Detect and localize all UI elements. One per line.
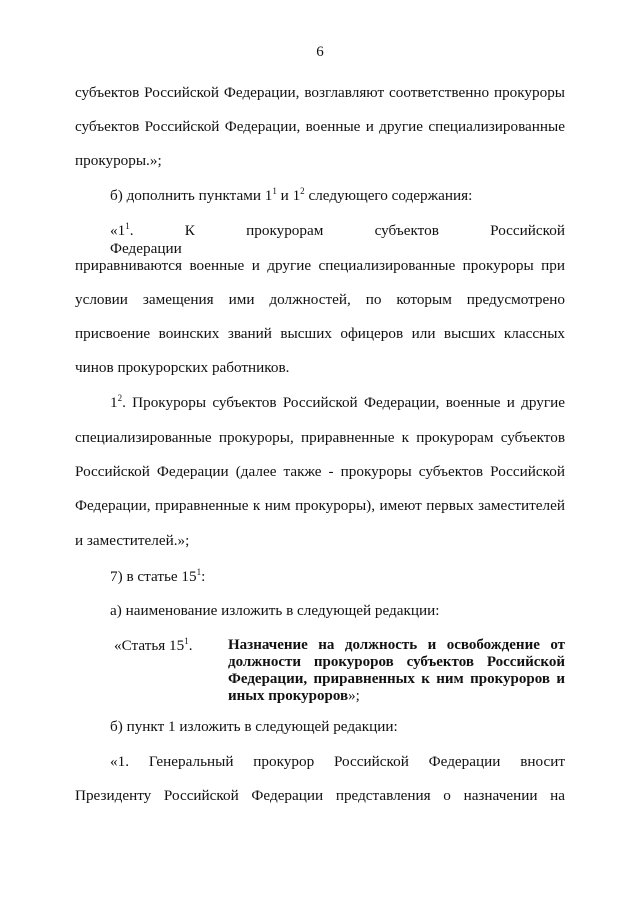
text-line <box>110 187 565 205</box>
text-line: условии замещения ими должностей, по которым предусмотрено <box>75 291 565 308</box>
text-fragment: . К прокурорам субъектов Российской Федерации <box>110 222 565 257</box>
article-title <box>228 637 565 705</box>
article-label <box>114 637 193 654</box>
text-line: Президенту Российской Федерации представления о назначении на <box>75 787 565 804</box>
text-line: субъектов Российской Федерации, возглавляют соответственно прокуроры <box>75 84 565 101</box>
text-line: Российской Федерации (далее также - прокуроры субъектов Российской <box>75 463 565 480</box>
text-line: прокуроры.»; <box>75 152 162 169</box>
text-line <box>110 222 565 258</box>
text-fragment: : <box>201 568 206 585</box>
text-line <box>110 394 565 412</box>
text-fragment: иных прокуроров <box>228 688 349 704</box>
text-fragment: следующего содержания: <box>304 187 473 204</box>
text-fragment: »; <box>348 688 360 704</box>
text-line: и заместителей.»; <box>75 532 190 549</box>
text-line: специализированные прокуроры, приравненные к прокурорам субъектов <box>75 429 565 446</box>
superscript: 1 <box>196 567 202 577</box>
text-fragment: б) дополнить пунктами 1 <box>110 187 273 204</box>
superscript: 1 <box>272 186 277 196</box>
text-fragment: 7) в статье 15 <box>110 568 197 585</box>
text-line <box>110 568 565 586</box>
superscript: 1 <box>184 636 189 646</box>
text-fragment: . Прокуроры субъектов Российской Федерации, военные и другие <box>122 394 565 411</box>
text-fragment: . <box>188 637 193 654</box>
title-line <box>228 688 565 705</box>
text-fragment: 1 <box>110 394 118 411</box>
text-line: приравниваются военные и другие специализированные прокуроры при <box>75 257 565 274</box>
title-line: Федерации, приравненных к ним прокуроров и <box>228 671 565 687</box>
text-line: б) пункт 1 изложить в следующей редакции: <box>110 718 398 735</box>
page-number: 6 <box>316 44 324 60</box>
text-line: «1. Генеральный прокурор Российской Федерации вносит <box>110 753 565 770</box>
text-line: Федерации, приравненные к ним прокуроры), имеют первых заместителей <box>75 497 565 514</box>
superscript: 2 <box>300 186 305 196</box>
text-line: чинов прокурорских работников. <box>75 359 290 376</box>
text-fragment: «Статья 15 <box>114 637 185 654</box>
text-fragment: и 1 <box>276 187 301 204</box>
superscript: 1 <box>125 221 130 231</box>
superscript: 2 <box>117 393 123 403</box>
text-line: а) наименование изложить в следующей редакции: <box>110 602 440 619</box>
text-line: субъектов Российской Федерации, военные и другие специализированные <box>75 118 565 135</box>
title-line: Назначение на должность и освобождение от <box>228 637 565 653</box>
title-line: должности прокуроров субъектов Российской <box>228 654 565 670</box>
text-line: присвоение воинских званий высших офицеров или высших классных <box>75 325 565 342</box>
text-fragment: «1 <box>110 222 126 239</box>
